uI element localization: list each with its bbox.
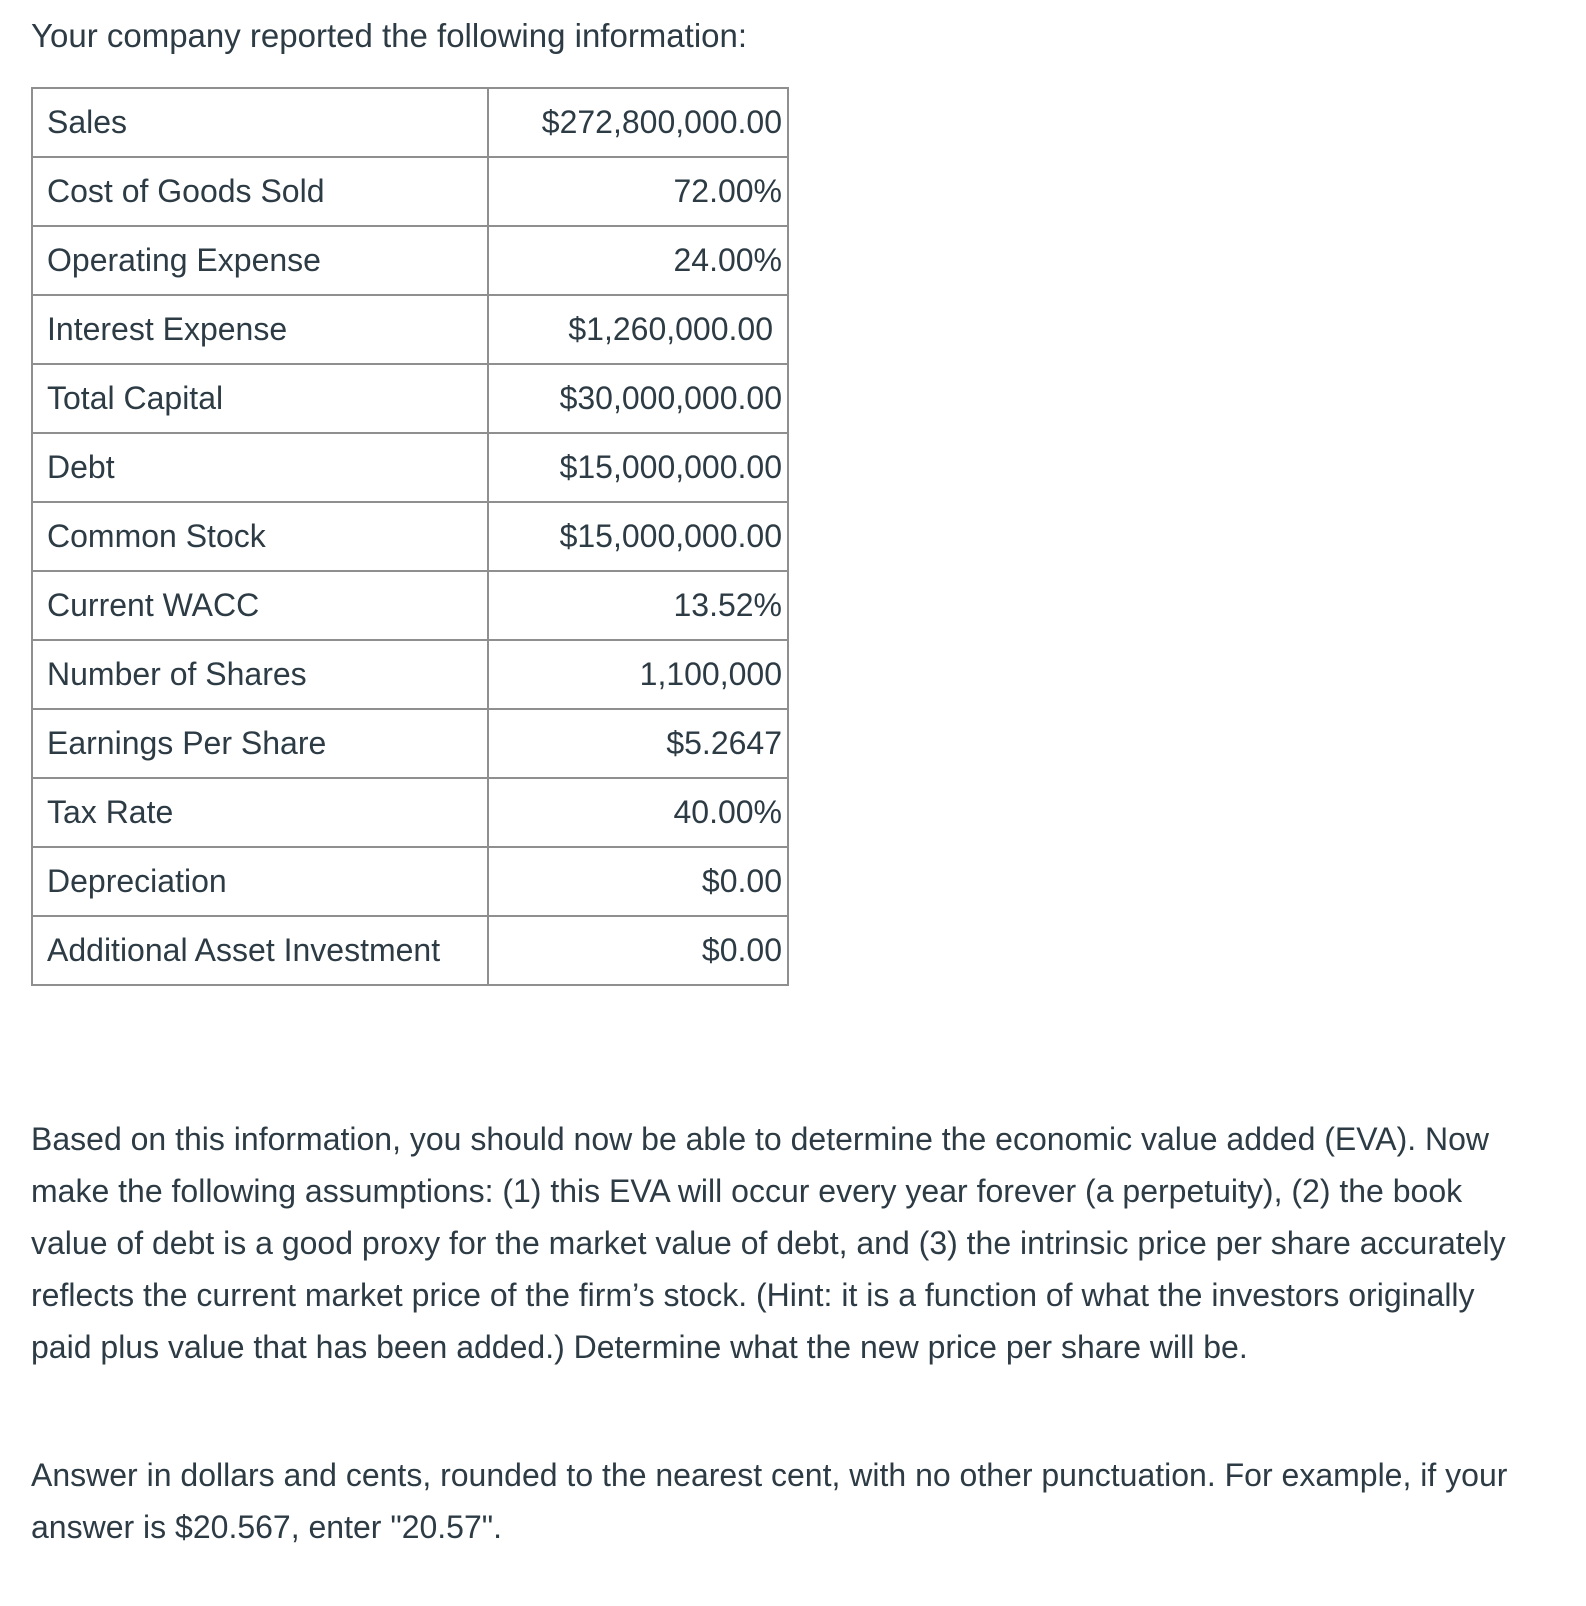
- row-value: $5.2647: [488, 709, 788, 778]
- intro-text: Your company reported the following information:: [31, 17, 748, 54]
- row-value: 40.00%: [488, 778, 788, 847]
- row-value: 13.52%: [488, 571, 788, 640]
- row-value: $0.00: [488, 847, 788, 916]
- row-label: Operating Expense: [32, 226, 488, 295]
- row-value: 1,100,000: [488, 640, 788, 709]
- table-row: [32, 295, 788, 364]
- question-text: Based on this information, you should now be able to determine the economic value added (EVA). Now make the following assumptions: (1) this EVA will occur every year forever (a perpetuity), (2) the book value of debt is a good proxy for the market value of debt, and (3) the intrinsic price per share accurately reflects the current market price of the firm’s stock. (Hint: it is a function of what the investors originally paid plus value that has been added.) Determine what the new price per share will be.: [31, 1121, 1506, 1365]
- row-value: $30,000,000.00: [488, 364, 788, 433]
- table-row: [32, 640, 788, 709]
- row-label: Additional Asset Investment: [32, 916, 488, 985]
- row-label: Interest Expense: [32, 295, 488, 364]
- table-row: [32, 157, 788, 226]
- table-row: [32, 88, 788, 157]
- row-label: Debt: [32, 433, 488, 502]
- row-label: Tax Rate: [32, 778, 488, 847]
- table-row: [32, 226, 788, 295]
- table-row: [32, 502, 788, 571]
- row-label: Number of Shares: [32, 640, 488, 709]
- row-value: $15,000,000.00: [488, 502, 788, 571]
- row-value: $1,260,000.00: [488, 295, 788, 364]
- row-value: 72.00%: [488, 157, 788, 226]
- row-label: Current WACC: [32, 571, 488, 640]
- row-value: $0.00: [488, 916, 788, 985]
- table-row: [32, 916, 788, 985]
- row-value: 24.00%: [488, 226, 788, 295]
- financial-info-table: [31, 87, 789, 986]
- table-row: [32, 709, 788, 778]
- row-label: Sales: [32, 88, 488, 157]
- row-value: $15,000,000.00: [488, 433, 788, 502]
- row-label: Earnings Per Share: [32, 709, 488, 778]
- table-row: [32, 778, 788, 847]
- table-row: [32, 364, 788, 433]
- row-label: Depreciation: [32, 847, 488, 916]
- row-value: $272,800,000.00: [488, 88, 788, 157]
- table-row: [32, 847, 788, 916]
- row-label: Common Stock: [32, 502, 488, 571]
- table-row: [32, 433, 788, 502]
- row-label: Total Capital: [32, 364, 488, 433]
- answer-instruction-text: Answer in dollars and cents, rounded to the nearest cent, with no other punctuation. For example, if your answer is $20.567, enter "20.57".: [31, 1457, 1508, 1545]
- table-row: [32, 571, 788, 640]
- row-label: Cost of Goods Sold: [32, 157, 488, 226]
